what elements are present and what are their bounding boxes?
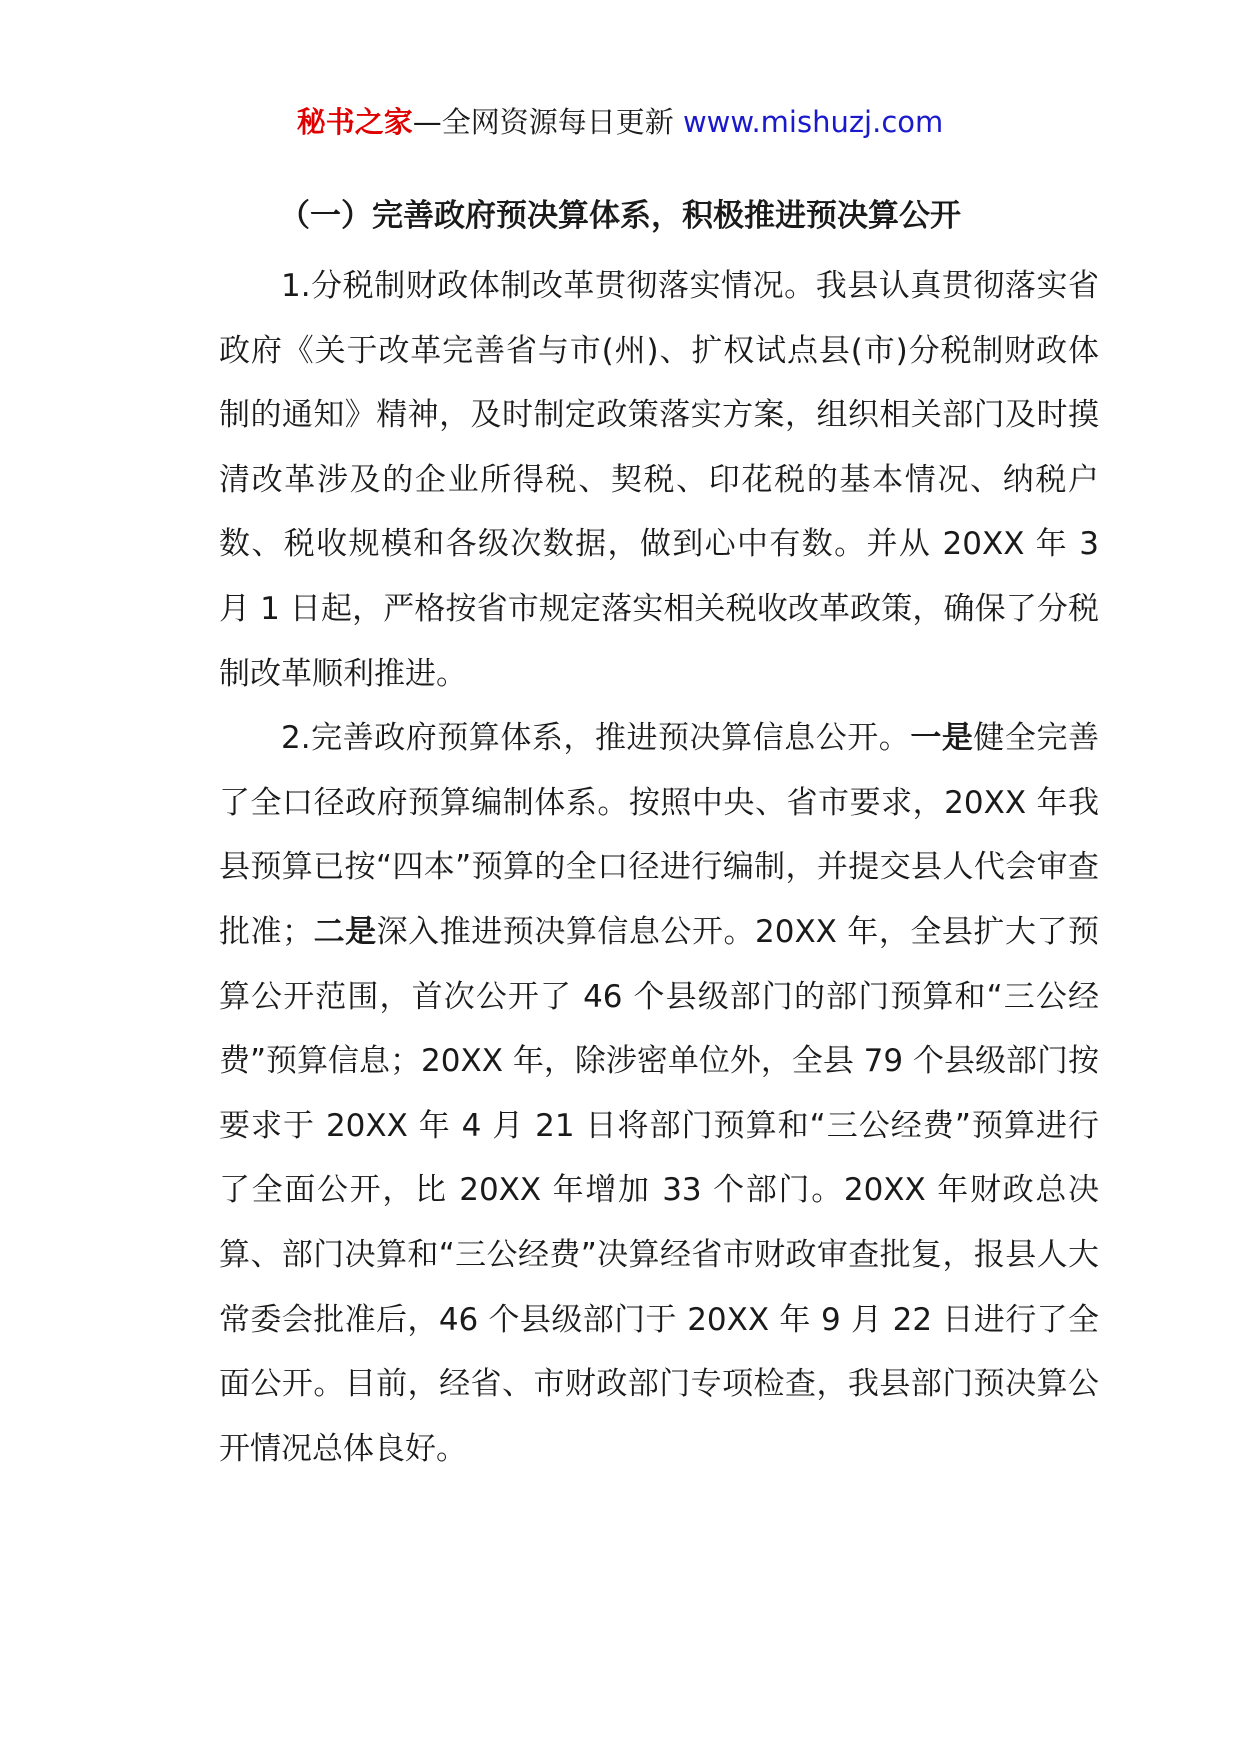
lead-point-2: 二是 [313,913,377,950]
page-header [0,102,1240,142]
section-title: （一）完善政府预决算体系，积极推进预决算公开 [279,198,961,234]
site-url-link[interactable]: www.mishuzj.com [682,105,944,139]
paragraph-1: 1.分税制财政体制改革贯彻落实情况。我县认真贯彻落实省政府《关于改革完善省与市(州)、扩权试点县(市)分税制财政体制的通知》精神，及时制定政策落实方案，组织相关部门及时摸清改革涉及的企业所得税、契税、印花税的基本情况、纳税户数、税收规模和各级次数据，做到心中有数。并从 20XX 年 3 月 1 日起，严格按省市规定落实相关税收改革政策，确保了分税制改革顺利推进。 [219,268,1099,692]
paragraph-2-part-2: 深入推进预决算信息公开。20XX 年，全县扩大了预算公开范围，首次公开了 46 个县级部门的部门预算和“三公经费”预算信息；20XX 年，除涉密单位外，全县 79 个县级部门按要求于 20XX 年 4 月 21 日将部门预算和“三公经费”预算进行了全面公开，比 20XX 年增加 33 个部门。20XX 年财政总决算、部门决算和“三公经费”决算经省市财政审查批复，报县人大常委会批准后，46 个县级部门于 20XX 年 9 月 22 日进行了全面公开。目前，经省、市财政部门专项检查，我县部门预决算公开情况总体良好。 [219,913,1100,1467]
document-body [219,254,1099,1481]
header-tagline: —全网资源每日更新 [412,105,674,139]
paragraph-2-intro: 2.完善政府预算体系，推进预决算信息公开。 [281,720,911,757]
brand-name: 秘书之家 [296,105,413,139]
paragraph-2-part-1: 健全完善了全口径政府预算编制体系。按照中央、省市要求，20XX 年我县预算已按“四本”预算的全口径进行编制，并提交县人代会审查批准； [219,720,1100,950]
paragraph-2 [219,706,1099,1481]
lead-point-1: 一是 [910,720,974,757]
